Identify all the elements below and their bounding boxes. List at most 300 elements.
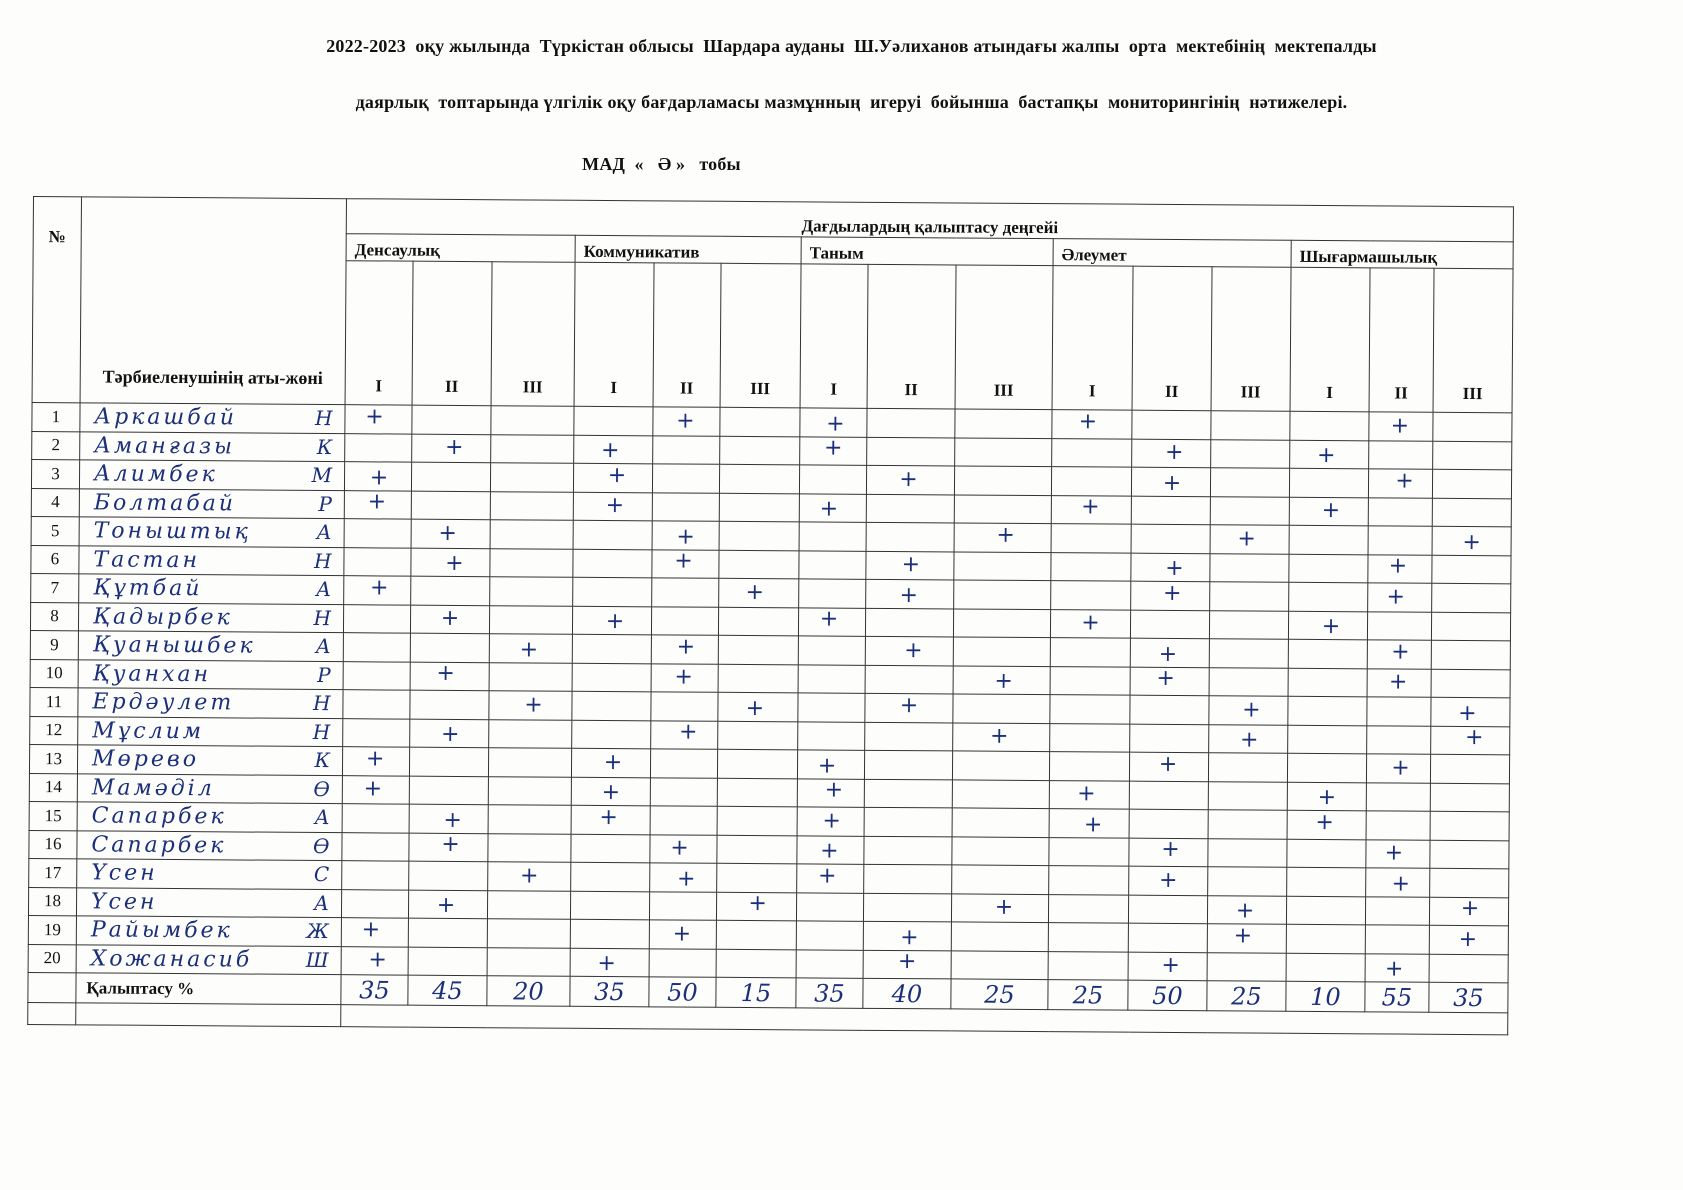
mark-cell [1288, 696, 1367, 725]
mark-cell [797, 835, 864, 864]
mark-cell [570, 891, 649, 920]
plus-mark-icon: + [676, 524, 695, 550]
mark-cell [1128, 952, 1207, 981]
mark-cell [1209, 724, 1288, 753]
group-header: Әлеумет [1053, 239, 1291, 268]
mark-cell [1365, 896, 1429, 925]
mark-cell [570, 919, 649, 948]
title-line-2: даярлық топтарында үлгілік оқу бағдарламасы мазмұнның игеруі бойынша бастапқы мониторингінің нәтижелері. [355, 92, 1348, 112]
plus-mark-icon: + [369, 575, 389, 601]
mark-cell [1368, 469, 1432, 498]
child-name-cell [77, 745, 342, 775]
plus-mark-icon: + [901, 552, 921, 578]
mark-cell [409, 747, 488, 776]
mark-cell [410, 690, 489, 719]
mark-cell [716, 949, 796, 978]
title-line-3: МАД « Ә » тобы [582, 154, 741, 174]
child-initial: А [315, 634, 331, 659]
plus-mark-icon: + [441, 832, 460, 858]
plus-mark-icon: + [1237, 526, 1256, 552]
mark-cell [951, 922, 1048, 951]
mark-cell [487, 947, 570, 976]
child-name: Сапарбек [91, 832, 227, 859]
child-name-cell [80, 431, 345, 461]
mark-cell [651, 606, 718, 635]
mark-cell [797, 750, 864, 779]
mark-cell [410, 633, 489, 662]
child-initial: Ж [306, 919, 329, 944]
percent-number-cell [28, 972, 76, 1002]
percent-value: 25 [1048, 980, 1128, 1011]
mark-cell [955, 409, 1052, 438]
plus-mark-icon: + [436, 661, 455, 687]
mark-cell [489, 719, 572, 748]
child-name-cell [79, 574, 344, 604]
mark-cell [1129, 809, 1208, 838]
mark-cell [490, 463, 573, 492]
mark-cell [1128, 923, 1207, 952]
plus-mark-icon: + [1158, 751, 1178, 777]
level-header: III [1211, 267, 1291, 412]
plus-mark-icon: + [1390, 413, 1410, 439]
mark-cell [1049, 809, 1129, 838]
plus-mark-icon: + [748, 891, 767, 917]
title-line-1: 2022-2023 оқу жылында Түркістан облысы Шардара ауданы Ш.Уәлиханов атындағы жалпы орта мектебінің мектепалды [326, 36, 1377, 56]
mark-cell [342, 832, 409, 861]
child-name-cell [80, 403, 345, 433]
mark-cell [1048, 894, 1128, 923]
child-name-cell [78, 602, 343, 632]
mark-cell [1432, 555, 1511, 584]
mark-cell [1051, 581, 1131, 610]
mark-cell [488, 833, 571, 862]
row-number: 7 [31, 573, 79, 602]
mark-cell [799, 579, 866, 608]
mark-cell [1130, 695, 1209, 724]
plus-mark-icon: + [1391, 639, 1410, 665]
percent-value: 50 [649, 977, 716, 1007]
mark-cell [953, 637, 1050, 666]
mark-cell [573, 549, 652, 578]
row-number: 6 [31, 545, 79, 574]
mark-cell [1050, 695, 1130, 724]
mark-cell [952, 836, 1049, 865]
mark-cell [1433, 441, 1512, 470]
mark-cell [490, 520, 573, 549]
mark-cell [863, 921, 951, 950]
group-header: Таным [801, 237, 1053, 266]
child-initial: Р [317, 662, 331, 687]
mark-cell [490, 577, 573, 606]
plus-mark-icon: + [1083, 812, 1103, 838]
mark-cell [489, 605, 572, 634]
plus-mark-icon: + [1391, 755, 1410, 781]
plus-mark-icon: + [1317, 785, 1337, 811]
mark-cell [866, 579, 954, 608]
mark-cell [797, 864, 864, 893]
row-number: 15 [29, 801, 77, 830]
child-name: Үсен [90, 889, 158, 915]
mark-cell [1209, 610, 1288, 639]
mark-cell [718, 664, 798, 693]
mark-cell [411, 576, 490, 605]
mark-cell [652, 578, 719, 607]
mark-cell [797, 807, 864, 836]
mark-cell [1366, 839, 1430, 868]
mark-cell [1211, 439, 1290, 468]
mark-cell [1207, 895, 1286, 924]
row-number: 20 [28, 944, 76, 973]
child-initial: К [314, 748, 331, 773]
child-name-cell [79, 545, 344, 575]
mark-cell [951, 950, 1048, 979]
mark-cell [1432, 469, 1511, 498]
plus-mark-icon: + [994, 668, 1013, 695]
child-name-cell [78, 688, 343, 718]
plus-mark-icon: + [519, 863, 539, 889]
mark-cell [1130, 724, 1209, 753]
mark-cell [1130, 610, 1209, 639]
mark-cell [1289, 497, 1368, 526]
plus-mark-icon: + [436, 893, 456, 919]
mark-cell [408, 890, 487, 919]
mark-cell [1208, 753, 1287, 782]
plus-mark-icon: + [1462, 529, 1481, 555]
child-name: Үсен [91, 860, 158, 887]
mark-cell [487, 890, 570, 919]
mark-cell [867, 437, 955, 466]
mark-cell [863, 893, 951, 922]
plus-mark-icon: + [820, 838, 839, 864]
mark-cell [1367, 725, 1431, 754]
mark-cell [800, 408, 867, 437]
plus-mark-icon: + [670, 835, 689, 861]
child-name-cell [78, 631, 343, 661]
mark-cell [717, 749, 797, 778]
mark-cell [1210, 582, 1289, 611]
mark-cell [343, 718, 410, 747]
plus-mark-icon: + [1158, 867, 1178, 893]
child-name-cell [76, 887, 341, 917]
mark-cell [1287, 867, 1366, 896]
mark-cell [1128, 895, 1207, 924]
mark-cell [1208, 867, 1287, 896]
level-header: III [955, 265, 1053, 410]
mark-cell [649, 891, 716, 920]
mark-cell [954, 494, 1051, 523]
mark-cell [799, 465, 866, 494]
plus-mark-icon: + [1161, 953, 1180, 979]
mark-cell [719, 550, 799, 579]
percent-value: 35 [1429, 982, 1508, 1013]
mark-cell [411, 519, 490, 548]
mark-cell [573, 520, 652, 549]
child-name-cell [76, 944, 341, 974]
plus-mark-icon: + [899, 582, 919, 608]
mark-cell [652, 521, 719, 550]
mark-cell [572, 720, 651, 749]
mark-cell [865, 665, 953, 694]
spacer-cell [76, 1003, 341, 1027]
group-header: Шығармашылық [1291, 240, 1513, 269]
mark-cell [1286, 953, 1365, 982]
plus-mark-icon: + [994, 894, 1014, 921]
mark-cell [1209, 696, 1288, 725]
mark-cell [1366, 782, 1430, 811]
group-header: Коммуникатив [575, 235, 801, 264]
mark-cell [1129, 838, 1208, 867]
child-name-cell [78, 659, 343, 689]
plus-mark-icon: + [1388, 553, 1408, 579]
child-name-cell [77, 773, 342, 803]
mark-cell [572, 663, 651, 692]
plus-mark-icon: + [1239, 727, 1259, 753]
plus-mark-icon: + [1077, 781, 1096, 807]
mark-cell [1129, 781, 1208, 810]
child-initial: Н [313, 548, 332, 573]
plus-mark-icon: + [817, 753, 837, 779]
mark-cell [1049, 866, 1129, 895]
plus-mark-icon: + [597, 951, 616, 977]
mark-cell [720, 436, 800, 465]
mark-cell [1430, 754, 1509, 783]
mark-cell [1131, 581, 1210, 610]
child-name: Ердәулет [92, 689, 235, 716]
mark-cell [651, 720, 718, 749]
mark-cell [864, 836, 952, 865]
child-name: Қадырбек [92, 604, 233, 631]
child-initial: А [314, 805, 330, 830]
level-header: II [1369, 268, 1434, 412]
mark-cell [488, 862, 571, 891]
mark-cell [571, 748, 650, 777]
plus-mark-icon: + [1162, 470, 1182, 496]
spacer-cell [28, 1002, 76, 1024]
plus-mark-icon: + [1164, 440, 1184, 466]
plus-mark-icon: + [605, 493, 625, 519]
plus-mark-icon: + [1386, 584, 1406, 610]
mark-cell [491, 406, 574, 435]
row-number: 17 [29, 858, 77, 887]
plus-mark-icon: + [1156, 666, 1175, 692]
mark-cell [1368, 497, 1432, 526]
mark-cell [719, 521, 799, 550]
mark-cell [953, 665, 1050, 694]
mark-cell [1287, 810, 1366, 839]
child-name: Болтабай [93, 490, 237, 517]
percent-value: 35 [341, 975, 408, 1005]
mark-cell [345, 405, 412, 434]
mark-cell [717, 835, 797, 864]
child-name: Құтбай [93, 575, 203, 602]
plus-mark-icon: + [368, 947, 387, 973]
mark-cell [344, 462, 411, 491]
plus-mark-icon: + [1078, 409, 1098, 435]
mark-cell [1367, 640, 1431, 669]
mark-cell [1368, 526, 1432, 555]
mark-cell [572, 606, 651, 635]
plus-mark-icon: + [524, 692, 543, 718]
mark-cell [863, 950, 951, 979]
mark-cell [1210, 525, 1289, 554]
mark-cell [412, 434, 491, 463]
mark-cell [490, 491, 573, 520]
plus-mark-icon: + [817, 863, 837, 889]
mark-cell [1289, 468, 1368, 497]
header-number: № [32, 197, 81, 403]
percent-value: 45 [408, 975, 487, 1006]
mark-cell [1429, 897, 1508, 926]
child-name-cell [78, 716, 343, 746]
child-initial: Ө [313, 776, 330, 801]
child-name-cell [79, 517, 344, 547]
mark-cell [1052, 410, 1132, 439]
mark-cell [796, 949, 863, 978]
mark-cell [716, 920, 796, 949]
mark-cell [342, 775, 409, 804]
results-table-wrapper [27, 196, 1514, 1035]
plus-mark-icon: + [519, 637, 539, 663]
plus-mark-icon: + [601, 780, 621, 806]
mark-cell [1210, 496, 1289, 525]
mark-cell [1366, 868, 1430, 897]
plus-mark-icon: + [1388, 669, 1408, 695]
child-name: Мамәділ [91, 775, 215, 802]
mark-cell [1288, 611, 1367, 640]
percent-value: 25 [1207, 981, 1286, 1012]
plus-mark-icon: + [745, 579, 765, 605]
child-initial: А [316, 577, 332, 602]
percent-value: 10 [1286, 981, 1365, 1012]
mark-cell [1049, 752, 1129, 781]
mark-cell [411, 491, 490, 520]
plus-mark-icon: + [823, 435, 843, 461]
child-initial: Н [312, 719, 331, 744]
group-header: Денсаулық [346, 234, 575, 263]
mark-cell [573, 577, 652, 606]
child-name: Хожанасиб [90, 946, 253, 973]
mark-cell [653, 407, 720, 436]
mark-cell [1430, 783, 1509, 812]
percent-label: Қалыптасу % [76, 973, 341, 1005]
mark-cell [344, 547, 411, 576]
mark-cell [1131, 467, 1210, 496]
mark-cell [1048, 923, 1128, 952]
level-header: III [720, 263, 801, 408]
mark-cell [720, 407, 800, 436]
child-name: Тоныштық [93, 518, 251, 545]
mark-cell [1366, 754, 1430, 783]
mark-cell [342, 804, 409, 833]
plus-mark-icon: + [989, 723, 1009, 750]
mark-cell [864, 779, 952, 808]
mark-cell [1290, 411, 1369, 440]
mark-cell [341, 946, 408, 975]
child-name-cell [77, 859, 342, 889]
row-number: 2 [32, 431, 80, 460]
mark-cell [650, 834, 717, 863]
row-number: 8 [30, 602, 78, 631]
plus-mark-icon: + [674, 548, 693, 574]
percent-value: 25 [951, 979, 1048, 1010]
mark-cell [1132, 439, 1211, 468]
mark-cell [652, 549, 719, 578]
plus-mark-icon: + [678, 719, 698, 745]
mark-cell [342, 861, 409, 890]
mark-cell [1287, 839, 1366, 868]
mark-cell [1368, 554, 1432, 583]
plus-mark-icon: + [438, 520, 457, 546]
child-name: Тастан [93, 547, 201, 573]
mark-cell [1208, 781, 1287, 810]
plus-mark-icon: + [1321, 498, 1341, 524]
mark-cell [1211, 411, 1290, 440]
plus-mark-icon: + [1321, 614, 1341, 640]
mark-cell [574, 435, 653, 464]
mark-cell [1050, 666, 1130, 695]
plus-mark-icon: + [1395, 468, 1414, 494]
mark-cell [864, 864, 952, 893]
mark-cell [1287, 782, 1366, 811]
level-header: III [1433, 268, 1513, 413]
level-header: II [412, 261, 492, 406]
mark-cell [409, 833, 488, 862]
mark-cell [1209, 667, 1288, 696]
plus-mark-icon: + [1081, 494, 1100, 520]
mark-cell [955, 437, 1052, 466]
mark-cell [650, 777, 717, 806]
mark-cell [1430, 840, 1509, 869]
plus-mark-icon: + [899, 466, 918, 492]
plus-mark-icon: + [824, 777, 844, 803]
mark-cell [1207, 952, 1286, 981]
plus-mark-icon: + [365, 746, 385, 772]
plus-mark-icon: + [605, 609, 625, 635]
mark-cell [650, 863, 717, 892]
plus-mark-icon: + [1458, 926, 1478, 952]
mark-cell [1051, 467, 1131, 496]
plus-mark-icon: + [899, 692, 919, 718]
mark-cell [1288, 639, 1367, 668]
mark-cell [796, 921, 863, 950]
mark-cell [1048, 951, 1128, 980]
row-number: 9 [30, 630, 78, 659]
row-number: 1 [32, 402, 80, 431]
mark-cell [953, 608, 1050, 637]
mark-cell [1209, 639, 1288, 668]
mark-cell [718, 635, 798, 664]
mark-cell [409, 804, 488, 833]
mark-cell [1366, 811, 1430, 840]
mark-cell [866, 522, 954, 551]
child-name: Сапарбек [91, 803, 227, 830]
mark-cell [1131, 524, 1210, 553]
mark-cell [867, 408, 955, 437]
mark-cell [1286, 896, 1365, 925]
plus-mark-icon: + [1460, 896, 1480, 922]
mark-cell [952, 865, 1049, 894]
mark-cell [865, 636, 953, 665]
mark-cell [573, 492, 652, 521]
mark-cell [716, 892, 796, 921]
mark-cell [953, 722, 1050, 751]
mark-cell [343, 690, 410, 719]
mark-cell [1429, 925, 1508, 954]
mark-cell [865, 722, 953, 751]
mark-cell [1052, 438, 1132, 467]
plus-mark-icon: + [826, 411, 845, 437]
mark-cell [409, 861, 488, 890]
